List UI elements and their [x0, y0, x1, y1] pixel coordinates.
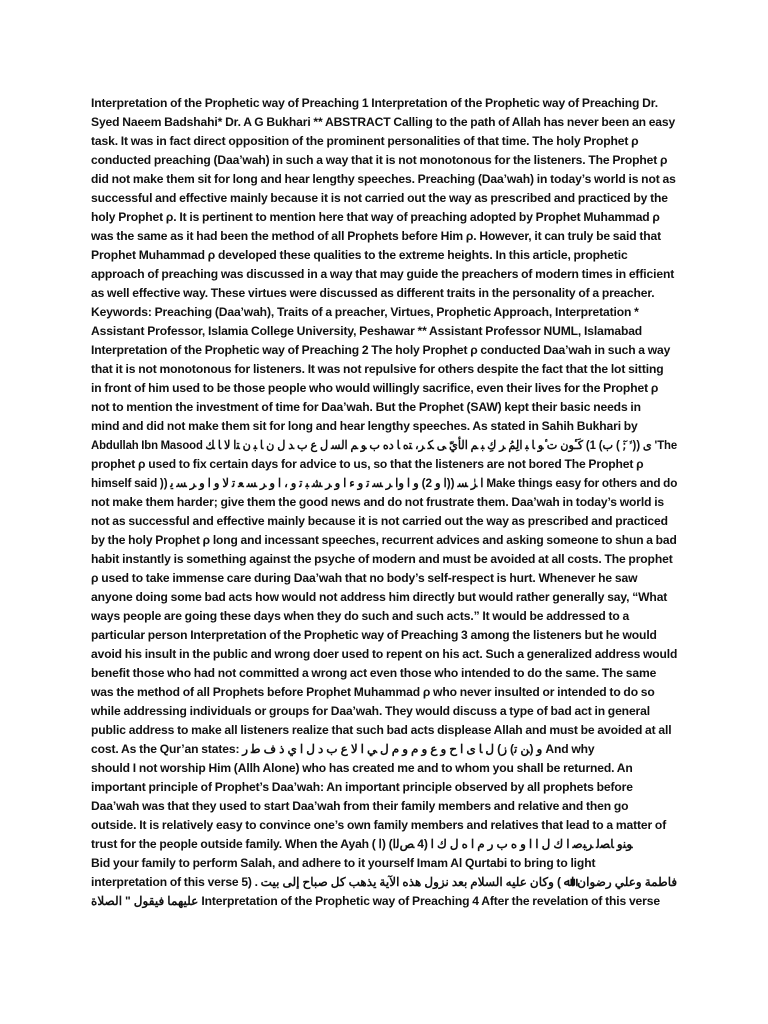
text-line: conducted preaching (Daa’wah) in such a way that it is not monotonous for the listeners. The Prophet ρ: [91, 153, 668, 167]
text-line: Bid your family to perform Salah, and adhere to it yourself Imam Al Qurtabi to bring to light: [91, 856, 596, 870]
text-line: Syed Naeem Badshahi* Dr. A G Bukhari ** ABSTRACT Calling to the path of Allah has never been an easy: [91, 115, 676, 129]
text-line: was the same as it had been the method of all Prophets before Him ρ. However, it can truly be said that: [91, 229, 662, 243]
text-line: Assistant Professor, Islamia College University, Peshawar ** Assistant Professor NUML, Islamabad: [91, 324, 643, 338]
text-line: not to mention the investment of time for Daa’wah. But the Prophet (SAW) kept their basic needs in: [91, 400, 641, 414]
text-line: cost. As the Qur’an states: ﻭ (ﻦ ﺗ) ﺯ) ﻝ ﺎ ﻯ ﺍ ﺡ ﻭ ﻉ ﻭ ﻡ ﻭ ﻡ ﻝ ﻲ ﺍ ﻻ ﻉ ﺏ ﺩ ﻝ ﺍ ﻱ ﺫ ﻑ ﻃ ﺭ And why: [91, 742, 595, 756]
text-line: habit instantly is something against the psyche of modern and must be avoided at all costs. The prophet: [91, 552, 673, 566]
text-line: task. It was in fact direct opposition of the prominent personalities of that time. The holy Prophet ρ: [91, 134, 639, 148]
text-line: holy Prophet ρ. It is pertinent to mention here that way of preaching adopted by Prophet Muhammad ρ: [91, 210, 660, 224]
document-text: [91, 94, 677, 911]
text-line: not make them harder; give them the good news and do not frustrate them. Daa’wah in today’s world is: [91, 495, 665, 509]
text-line: Interpretation of the Prophetic way of Preaching 1 Interpretation of the Prophetic way of Preaching Dr.: [91, 96, 658, 110]
text-line: anyone doing some bad acts how would not address him directly but would rather generally say, “What: [91, 590, 668, 604]
text-line: prophet ρ used to fix certain days for advice to us, so that the listeners are not bored The Prophet ρ: [91, 457, 644, 471]
text-line: Interpretation of the Prophetic way of Preaching 2 The holy Prophet ρ conducted Daa’wah in such a way: [91, 343, 671, 357]
text-line: ways people are going these days when they do such and such acts.” It would be addressed to a: [91, 609, 630, 623]
text-line: mind and did not make them sit for long and hear lengthy speeches. As stated in Sahih Bukhari by: [91, 419, 638, 433]
text-line: Daa’wah was that they used to start Daa’wah from their family members and relative and then go: [91, 799, 629, 813]
text-line: himself said )) ﺍ ﺮٰ ﺴ ((ﺍ ﻭ 2) ﻭ ﺍ ﻭﺍ ﺮ ﺴ ﺗ ﻭ ﺀ ﺍ ﻭ ﺮ ﺸ ﺒ ﺗ ﻭ ، ﺍ ﻭ ﺮ ﺴ ﻌ ﺗ ﻻ ﻭ ﺍ ﻭ ﺮ ﺴ ﻳ Make things easy for others and do: [91, 476, 678, 490]
text-line: outside. It is relatively easy to convince one’s own family members and relatives that lead to a matter of: [91, 818, 667, 832]
text-line: ﻋﻠﻴﻬﻤﺎ ﻓﻴﻘﻮﻝ " ﺍﻟﺼﻼﺓ Interpretation of the Prophetic way of Preaching 4 After the revelation of this verse: [91, 894, 660, 908]
text-line: as well effective way. These virtues were discussed as different traits in the personality of a preacher.: [91, 286, 655, 300]
text-line: avoid his insult in the public and wrong doer used to repent on his act. Such a generalized address would: [91, 647, 678, 661]
text-line: public address to make all listeners realize that such bad acts displease Allah and must be avoided at all: [91, 723, 672, 737]
text-line: not as successful and effective mainly because it is not carried out the way as prescribed and practiced: [91, 514, 668, 528]
text-line: Prophet Muhammad ρ developed these qualities to the extreme heights. In this article, prophetic: [91, 248, 628, 262]
text-line: did not make them sit for long and hear lengthy speeches. Preaching (Daa’wah) in today’s world is not as: [91, 172, 676, 186]
text-line: particular person Interpretation of the Prophetic way of Preaching 3 among the listeners but he would: [91, 628, 657, 642]
text-line: successful and effective mainly because it is not carried out the way as prescribed and practiced by the: [91, 191, 668, 205]
text-line: that it is not monotonous for listeners. It was not repulsive for others despite the fact that the lot sitting: [91, 362, 664, 376]
text-line: while addressing individuals or groups for Daa’wah. They would discuss a type of bad act in general: [91, 704, 650, 718]
text-line: in front of him used to be those people who would willingly sacrifice, even their lives for the Prophet ρ: [91, 381, 659, 395]
text-line: ρ used to take immense care during Daa’wah that no body’s self-respect is hurt. Whenever he saw: [91, 571, 638, 585]
text-line: approach of preaching was discussed in a way that may guide the preachers of modern times in efficient: [91, 267, 675, 281]
text-line: benefit those who had not committed a wrong act even those who intended to do the same. The same: [91, 666, 657, 680]
text-line: interpretation of this verse 5) . ﻓﺎﻃﻤﺔ ﻭﻋﻠﻲ ﺭﺿﻮﺍﻥ ﺍﷲ ) ﻭﻛﺎﻥ ﻋﻠﻴﻪ ﺍﻟﺴﻼﻡ ﺑﻌﺪ ﻧﺰﻭﻝ ﻫﺬﻩ ﺍﻵﻳﺔ ﻳﺬﻫﺐ ﻛﻞ ﺻﺒﺎﺡ ﺇﻟﻰ ﺑﻴﺖ: [91, 875, 678, 889]
text-line: was the method of all Prophets before Prophet Muhammad ρ who never insulted or intended to do so: [91, 685, 655, 699]
text-line: Keywords: Preaching (Daa’wah), Traits of a preacher, Virtues, Prophetic Approach, Interpretation *: [91, 305, 639, 319]
text-line: Abdullah Ibn Masood ی ((ﱢ ;ٓ ) ب) 1) كَـٔﻮن ت ٔﻮ ﺎ ﺒ الِمُ ﺮ كِ ﺒ ﻢ الأيّ ﻰ ﻜ ﺮ، ﺘﻩ ﺎ ﺩﻩ ﺏ ﻮ ﻢ ﺍﻟﺴ ﻝ ﻉ ﺏ ﺪ ﻝ ﻥ ﺎ ﺒ ﻥ ﺘﺍ ﻻ ﺎ ﻚ 'The: [91, 438, 678, 452]
text-line: should I not worship Him (Allh Alone) who has created me and to whom you shall be returned. An: [91, 761, 633, 775]
text-line: by the holy Prophet ρ long and incessant speeches, recurrent advices and asking someone to shun a bad: [91, 533, 677, 547]
text-line: important principle of Prophet’s Daa’wah: An important principle observed by all prophets before: [91, 780, 633, 794]
text-line: trust for the people outside family. When the Ayah ( ﺍ) (4 ﺺﻟﺍ) ﻮﻨﻭ ﺎﺼﻟ ﺮﺒﺻ ﺍ ﻙ ﻝ ﺍ ﺍ ﻭ ﻩ ﺏ ﺭ ﻡ ﺍ ﻩ ﻝ ﻙ ﺍ: [91, 837, 633, 851]
